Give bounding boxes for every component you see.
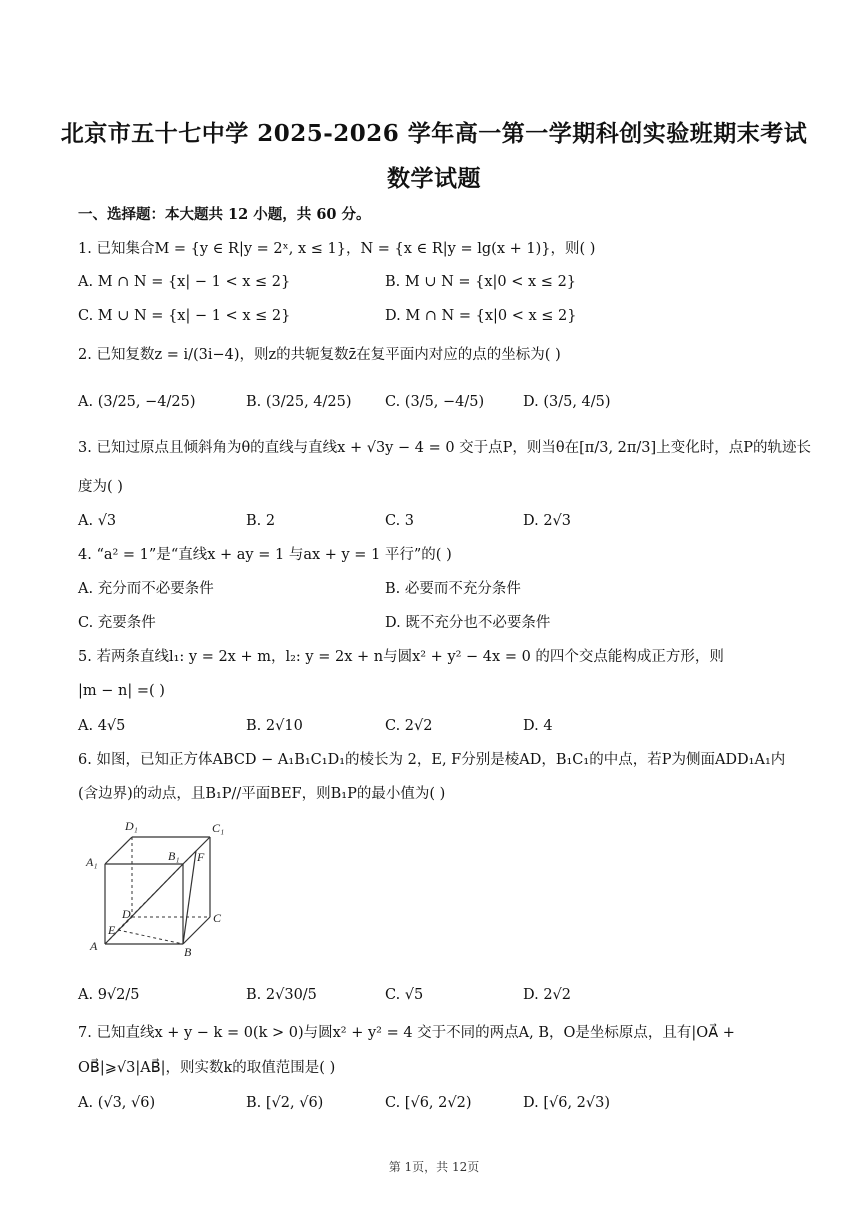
label-b1: B₁ <box>168 849 180 863</box>
q4-option-b: B. 必要而不充分条件 <box>385 581 521 597</box>
q2-option-b: B. (3/25, 4/25) <box>246 394 352 410</box>
q1-option-d: D. M ∩ N = {x|0 < x ≤ 2} <box>385 308 577 324</box>
page-footer: 第 1页，共 12页 <box>388 1160 480 1174</box>
q7-option-a: A. (√3, √6) <box>78 1095 156 1111</box>
q6-option-d: D. 2√2 <box>523 987 572 1003</box>
q7-stem-line2: OB⃗|⩾√3|AB⃗|，则实数k的取值范围是( ) <box>78 1060 336 1076</box>
page-title: 北京市五十七中学 2025-2026 学年高一第一学期科创实验班期末考试 <box>60 120 808 147</box>
q6-option-a: A. 9√2/5 <box>78 987 140 1003</box>
label-b: B <box>184 945 192 959</box>
q3-option-a: A. √3 <box>78 513 117 529</box>
label-c1: C₁ <box>212 821 225 835</box>
section-heading: 一、选择题：本大题共 12 小题，共 60 分。 <box>78 206 371 223</box>
q5-stem-line2: |m − n| =( ) <box>78 683 165 699</box>
q2-option-d: D. (3/5, 4/5) <box>523 394 611 410</box>
q1-option-c: C. M ∪ N = {x| − 1 < x ≤ 2} <box>78 308 291 324</box>
q4-option-d: D. 既不充分也不必要条件 <box>385 615 551 631</box>
q5-option-c: C. 2√2 <box>385 718 433 734</box>
q4-option-c: C. 充要条件 <box>78 615 156 631</box>
q7-option-c: C. [√6, 2√2) <box>385 1095 472 1111</box>
q3-stem-line1: 3. 已知过原点且倾斜角为θ的直线与直线x + √3y − 4 = 0 交于点P，则当θ在[π/3, 2π/3]上变化时，点P的轨迹长 <box>78 440 811 456</box>
q2-option-c: C. (3/5, −4/5) <box>385 394 485 410</box>
q3-option-c: C. 3 <box>385 513 415 529</box>
q7-stem-line1: 7. 已知直线x + y − k = 0(k > 0)与圆x² + y² = 4 交于不同的两点A, B，O是坐标原点，且有|OA⃗ + <box>78 1025 735 1041</box>
cube-figure <box>78 818 228 964</box>
q1-stem: 1. 已知集合M = {y ∈ R|y = 2ˣ, x ≤ 1}，N = {x ∈ R|y = lg(x + 1)}，则( ) <box>78 241 596 257</box>
q5-option-b: B. 2√10 <box>246 718 303 734</box>
q4-stem: 4. “a² = 1”是“直线x + ay = 1 与ax + y = 1 平行”的( ) <box>78 547 452 563</box>
q6-stem-line2: (含边界)的动点，且B₁P//平面BEF，则B₁P的最小值为( ) <box>78 786 446 802</box>
q7-option-b: B. [√2, √6) <box>246 1095 324 1111</box>
label-d: D <box>122 907 131 921</box>
q5-option-d: D. 4 <box>523 718 553 734</box>
label-f: F <box>197 850 205 864</box>
page-subtitle: 数学试题 <box>387 165 481 192</box>
q6-option-b: B. 2√30/5 <box>246 987 317 1003</box>
label-a: A <box>90 939 98 953</box>
q4-option-a: A. 充分而不必要条件 <box>78 581 214 597</box>
label-c: C <box>213 911 222 925</box>
label-a1: A₁ <box>86 855 98 869</box>
q1-option-a: A. M ∩ N = {x| − 1 < x ≤ 2} <box>78 274 291 290</box>
q6-option-c: C. √5 <box>385 987 424 1003</box>
q3-option-d: D. 2√3 <box>523 513 572 529</box>
q5-option-a: A. 4√5 <box>78 718 126 734</box>
q2-option-a: A. (3/25, −4/25) <box>78 394 196 410</box>
q6-stem-line1: 6. 如图，已知正方体ABCD − A₁B₁C₁D₁的棱长为 2，E, F分别是棱AD，B₁C₁的中点，若P为侧面ADD₁A₁内 <box>78 752 786 768</box>
label-d1: D₁ <box>125 819 138 833</box>
q3-stem-line2: 度为( ) <box>78 479 123 495</box>
label-e: E <box>108 923 116 937</box>
q7-option-d: D. [√6, 2√3) <box>523 1095 611 1111</box>
q3-option-b: B. 2 <box>246 513 276 529</box>
q1-option-b: B. M ∪ N = {x|0 < x ≤ 2} <box>385 274 577 290</box>
q5-stem-line1: 5. 若两条直线l₁: y = 2x + m，l₂: y = 2x + n与圆x² + y² − 4x = 0 的四个交点能构成正方形，则 <box>78 649 724 665</box>
q2-stem: 2. 已知复数z = i/(3i−4)，则z的共轭复数z̄在复平面内对应的点的坐标为( ) <box>78 347 561 363</box>
